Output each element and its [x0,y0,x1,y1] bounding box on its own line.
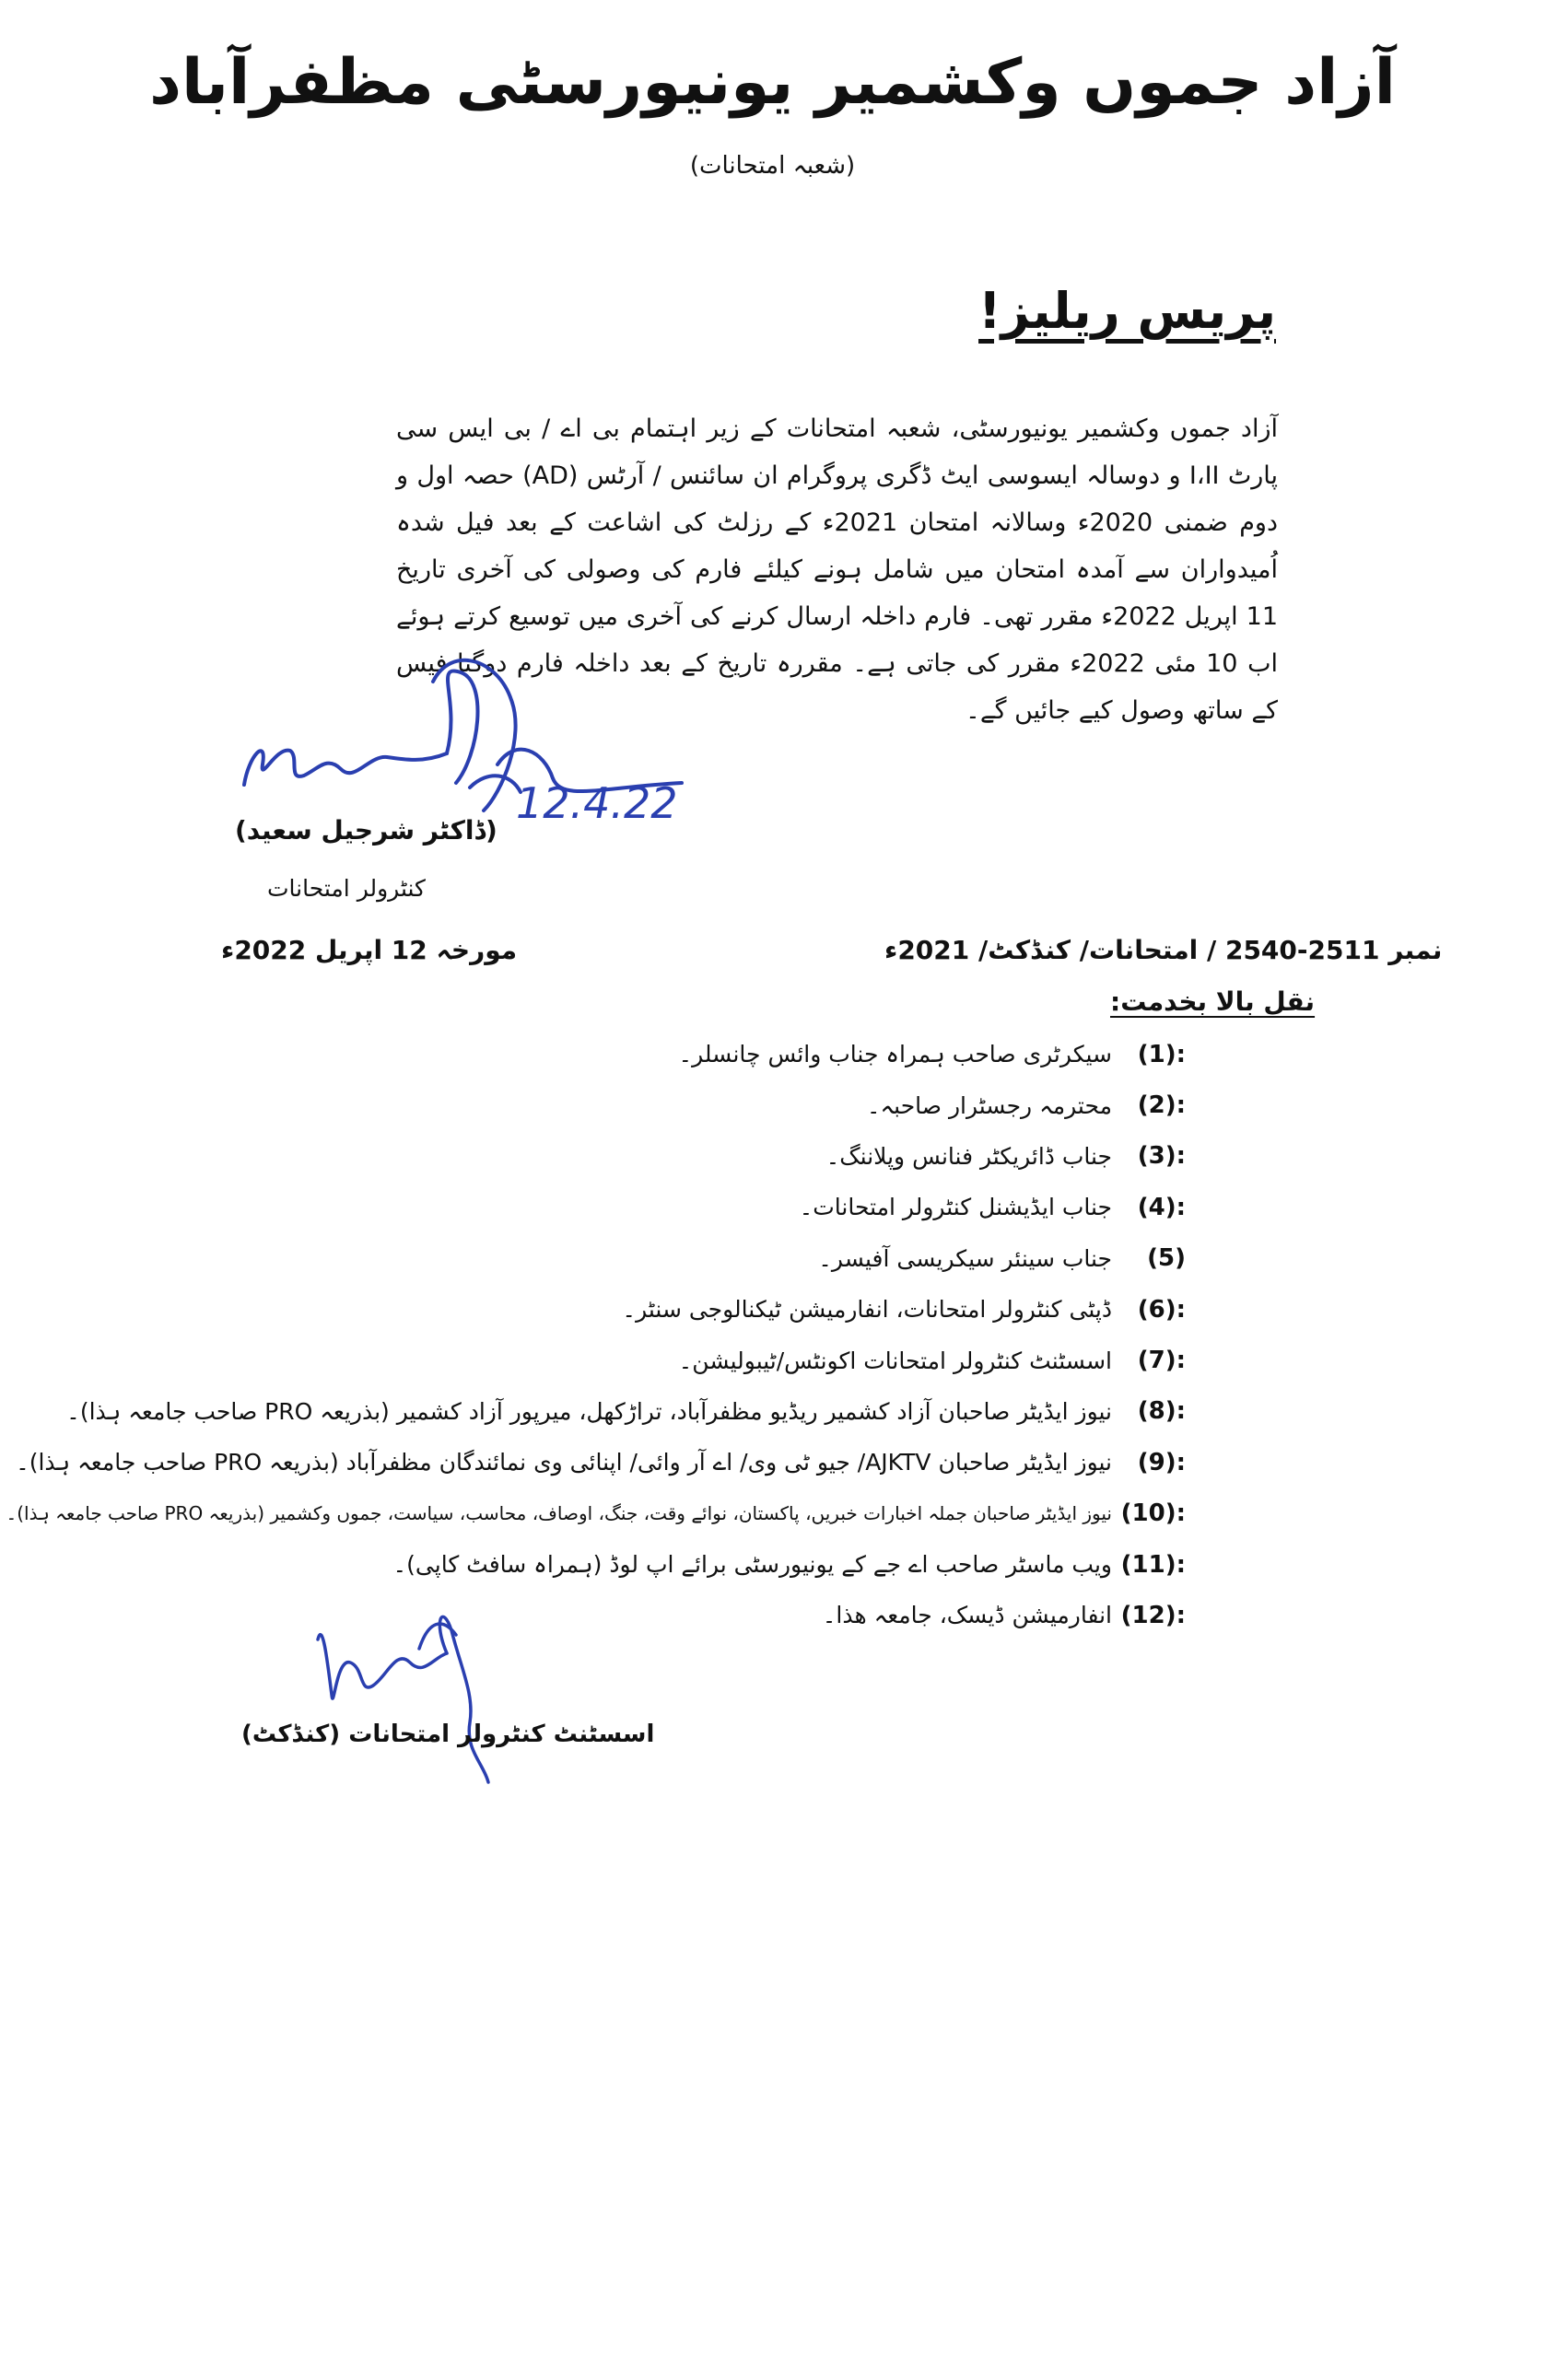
distribution-item-text: نیوز ایڈیٹر صاحبان جملہ اخبارات خبریں، پاکستان، نوائے وقت، جنگ، اوصاف، محاسب، سیاست، جموں وکشمیر (بذریعہ PRO صاحب جامعہ ہذا)۔ [6,1502,1112,1525]
distribution-item [172,1284,1186,1335]
assistant-controller-title: اسسٹنٹ کنٹرولر امتحانات (کنڈکٹ) [241,1721,655,1748]
distribution-item [172,1335,1186,1385]
distribution-item-number: (6): [1137,1295,1186,1324]
department-subtitle: (شعبہ امتحانات) [689,152,856,180]
distribution-item-text: ڈپٹی کنٹرولر امتحانات، انفارمیشن ٹیکنالوجی سنٹر۔ [622,1296,1112,1324]
signatory-name: (ڈاکٹر شرجیل سعید) [235,815,497,846]
distribution-item-number: (11): [1120,1550,1186,1579]
distribution-item-number: (7): [1137,1347,1186,1375]
distribution-item-number: (12): [1120,1601,1186,1629]
distribution-item-number: (4): [1137,1193,1186,1221]
press-release-body: آزاد جموں وکشمیر یونیورسٹی، شعبہ امتحانات کے زیر اہتمام بی اے / بی ایس سی پارٹ I،II و دوسالہ ایسوسی ایٹ ڈگری پروگرام ان سائنس / آرٹس (AD) حصہ اول و دوم ضمنی 2020ء وسالانہ امتحان 2021ء کے رزلٹ کی اشاعت کے بعد فیل شدہ اُمیدواران سے آمدہ امتحان میں شامل ہونے کیلئے فارم کی وصولی کی آخری تاریخ 11 اپریل 2022ء مقرر تھی۔ فارم داخلہ ارسال کرنے کی آخری میں توسیع کرتے ہوئے اب 10 مئی 2022ء مقرر کی جاتی ہے۔ مقررہ تاریخ کے بعد داخلہ فارم دوگنا فیس کے ساتھ وصول کیے جائیں گے۔ [396,414,1279,725]
distribution-item [172,1590,1186,1640]
distribution-item [66,1386,1186,1437]
distribution-heading: نقل بالا بخدمت: [1110,986,1316,1017]
distribution-item [172,1131,1186,1182]
distribution-item [172,1182,1186,1232]
university-title: آزاد جموں وکشمیر یونیورسٹی مظفرآباد [149,46,1396,119]
distribution-item [172,1079,1186,1130]
distribution-item-number: (9): [1137,1448,1186,1476]
distribution-item-number: (5) [1147,1244,1186,1273]
distribution-item-text: اسسٹنٹ کنٹرولر امتحانات اکونٹس/ٹیبولیشن۔ [678,1347,1112,1374]
distribution-item-number: (10): [1120,1499,1186,1528]
distribution-list [6,1029,1186,1641]
distribution-item-text: جناب سینئر سیکریسی آفیسر۔ [818,1244,1112,1272]
distribution-item-text: جناب ڈائریکٹر فنانس وپلاننگ۔ [825,1142,1112,1170]
reference-number: نمبر 2511-2540 / امتحانات/ کنڈکٹ/ 2021ء [884,935,1443,965]
distribution-item-number: (1): [1137,1040,1186,1068]
reference-date: مورخہ 12 اپریل 2022ء [221,935,518,965]
signatory-title: کنٹرولر امتحانات [267,875,426,902]
distribution-item-number: (2): [1137,1091,1186,1120]
distribution-item-text: جناب ایڈیشنل کنٹرولر امتحانات۔ [799,1194,1112,1221]
distribution-item-text: سیکرٹری صاحب ہمراہ جناب وائس چانسلر۔ [678,1041,1112,1068]
distribution-item-text: ویب ماسٹر صاحب اے جے کے یونیورسٹی برائے اپ لوڈ (ہمراہ سافٹ کاپی)۔ [392,1551,1112,1579]
signature-date: 12.4.22 [516,778,678,828]
distribution-item-text: نیوز ایڈیٹر صاحبان AJKTV/ جیو ٹی وی/ اے آر وائی/ اپنائی وی نمائندگان مظفرآباد (بذریعہ PRO صاحب جامعہ ہذا)۔ [16,1449,1112,1476]
distribution-item-text: محترمہ رجسٹرار صاحبہ۔ [866,1091,1112,1119]
distribution-item-number: (8): [1137,1397,1186,1426]
distribution-item [172,1233,1186,1284]
distribution-item [16,1437,1186,1488]
assistant-signature [318,1616,488,1782]
distribution-item-text: نیوز ایڈیٹر صاحبان آزاد کشمیر ریڈیو مظفرآباد، تراڑکھل، میرپور آزاد کشمیر (بذریعہ PRO صاحب جامعہ ہذا)۔ [66,1397,1112,1425]
press-release-heading: پریس ریلیز! [978,282,1276,340]
distribution-item-text: انفارمیشن ڈیسک، جامعہ ھذا۔ [822,1602,1112,1629]
distribution-item [172,1029,1186,1079]
distribution-item [6,1488,1186,1539]
distribution-item-number: (3): [1137,1142,1186,1171]
distribution-item [172,1539,1186,1590]
